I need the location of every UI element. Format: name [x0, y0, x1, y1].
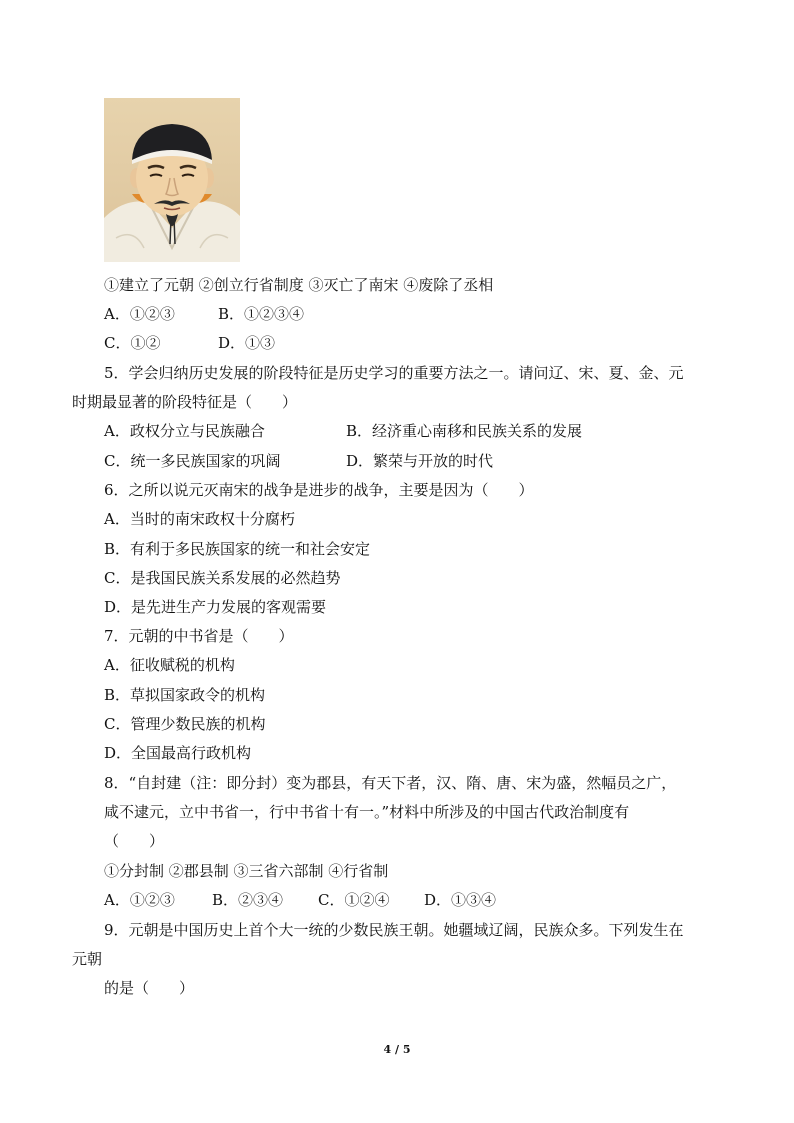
page-number: 4 / 5 — [383, 1043, 411, 1056]
q7-option-b[interactable]: B．草拟国家政令的机构 — [104, 686, 266, 704]
q5-stem-line-2: 时期最显著的阶段特征是（ ） — [72, 393, 298, 411]
q9-stem-line-1: 9．元朝是中国历史上首个大一统的少数民族王朝。她疆域辽阔，民族众多。下列发生在 — [104, 921, 684, 939]
q5-option-a[interactable]: A．政权分立与民族融合 — [104, 422, 265, 440]
kublai-khan-portrait — [104, 98, 240, 262]
q5-option-b[interactable]: B．经济重心南移和民族关系的发展 — [346, 422, 583, 440]
q4-statements: ①建立了元朝 ②创立行省制度 ③灭亡了南宋 ④废除了丞相 — [104, 276, 494, 294]
q4-option-d[interactable]: D．①③ — [218, 334, 276, 352]
q8-option-a[interactable]: A．①②③ — [104, 891, 175, 909]
q8-stem-line-3: （ ） — [104, 832, 165, 850]
q4-option-c[interactable]: C．①② — [104, 334, 161, 352]
q5-option-c[interactable]: C．统一多民族国家的巩阔 — [104, 452, 281, 470]
q5-stem-line-1: 5．学会归纳历史发展的阶段特征是历史学习的重要方法之一。请问辽、宋、夏、金、元 — [104, 364, 684, 382]
q7-option-c[interactable]: C．管理少数民族的机构 — [104, 715, 266, 733]
q8-option-c[interactable]: C．①②④ — [318, 891, 390, 909]
q7-stem: 7．元朝的中书省是（ ） — [104, 627, 294, 645]
q4-option-a[interactable]: A．①②③ — [104, 305, 175, 323]
q6-stem: 6．之所以说元灭南宋的战争是进步的战争，主要是因为（ ） — [104, 481, 534, 499]
q7-option-a[interactable]: A．征收赋税的机构 — [104, 656, 235, 674]
q8-option-b[interactable]: B．②③④ — [212, 891, 284, 909]
q9-stem-line-2: 元朝 — [72, 950, 103, 968]
q8-stem-line-2: 咸不逮元，立中书省一，行中书省十有一。”材料中所涉及的中国古代政治制度有 — [104, 803, 630, 821]
q9-stem-line-3: 的是（ ） — [104, 979, 195, 997]
q6-option-c[interactable]: C．是我国民族关系发展的必然趋势 — [104, 569, 341, 587]
q4-option-b[interactable]: B．①②③④ — [218, 305, 305, 323]
q8-statements: ①分封制 ②郡县制 ③三省六部制 ④行省制 — [104, 862, 389, 880]
q7-option-d[interactable]: D．全国最高行政机构 — [104, 744, 252, 762]
q8-stem-line-1: 8．“自封建（注：即分封）变为郡县，有天下者，汉、隋、唐、宋为盛，然幅员之广， — [104, 774, 677, 792]
q6-option-d[interactable]: D．是先进生产力发展的客观需要 — [104, 598, 327, 616]
q6-option-b[interactable]: B．有利于多民族国家的统一和社会安定 — [104, 540, 371, 558]
q8-option-d[interactable]: D．①③④ — [424, 891, 497, 909]
portrait-image — [104, 98, 240, 262]
q6-option-a[interactable]: A．当时的南宋政权十分腐朽 — [104, 510, 295, 528]
q5-option-d[interactable]: D．繁荣与开放的时代 — [346, 452, 494, 470]
